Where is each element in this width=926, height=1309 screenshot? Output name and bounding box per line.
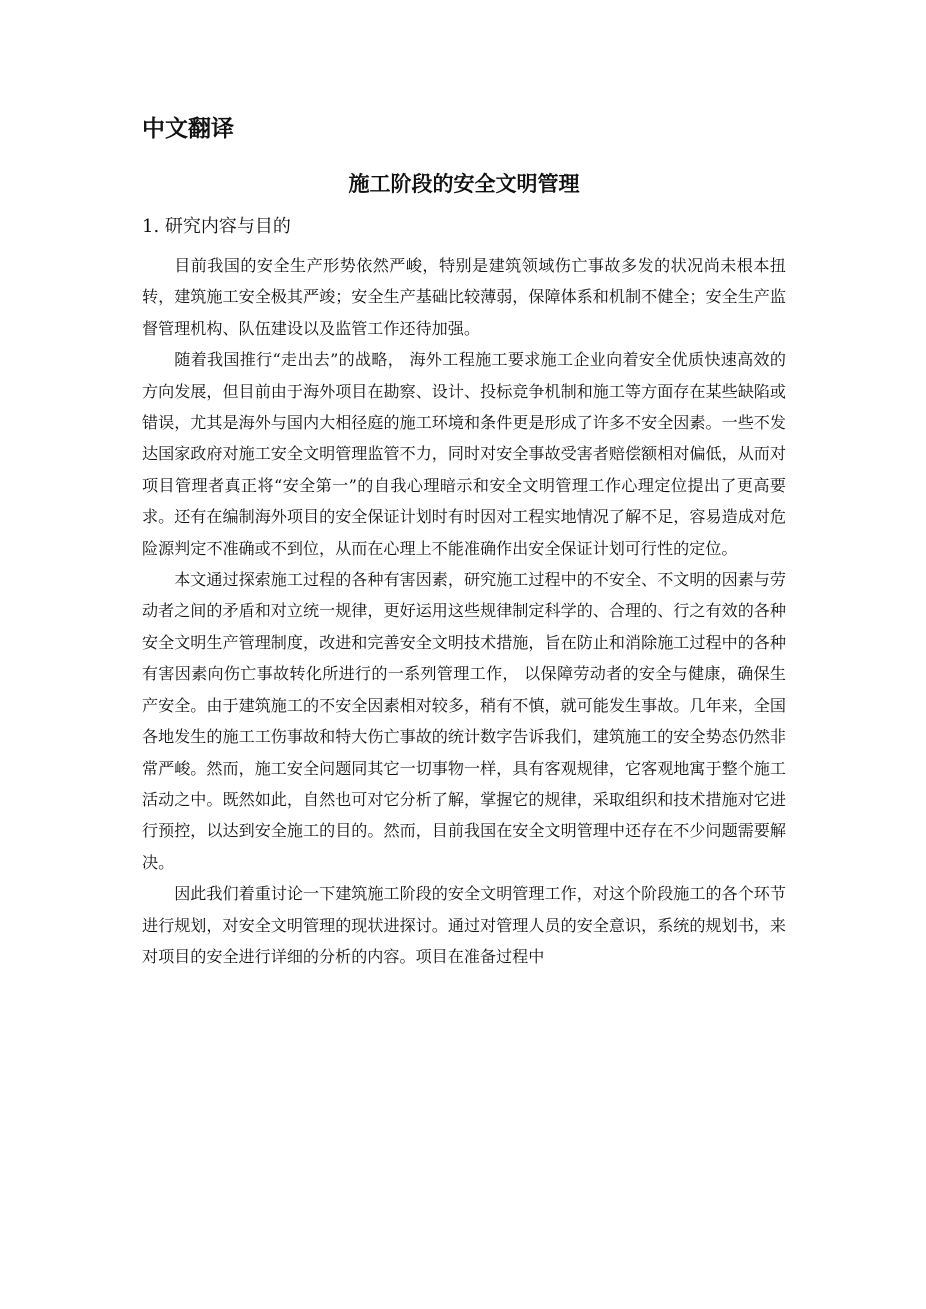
paragraph: 随着我国推行“走出去”的战略， 海外工程施工要求施工企业向着安全优质快速高效的方向发展，但目前由于海外项目在勘察、设计、投标竞争机制和施工等方面存在某些缺陷或错误，尤其是海外与国内大相径庭的施工环境和条件更是形成了许多不安全因素。一些不发达国家政府对施工安全文明管理监管不力，同时对安全事故受害者赔偿额相对偏低，从而对项目管理者真正将“安全第一”的自我心理暗示和安全文明管理工作心理定位提出了更高要求。还有在编制海外项目的安全保证计划时有时因对工程实地情况了解不足，容易造成对危险源判定不准确或不到位，从而在心理上不能准确作出安全保证计划可行性的定位。 (142, 350, 786, 558)
paragraph: 目前我国的安全生产形势依然严峻，特别是建筑领域伤亡事故多发的状况尚未根本扭转，建筑施工安全极其严竣；安全生产基础比较薄弱，保障体系和机制不健全；安全生产监督管理机构、队伍建设以及监管工作还待加强。 (142, 256, 786, 338)
paragraph: 本文通过探索施工过程的各种有害因素，研究施工过程中的不安全、不文明的因素与劳动者之间的矛盾和对立统一规律，更好运用这些规律制定科学的、合理的、行之有效的各种安全文明生产管理制度，改进和完善安全文明技术措施，旨在防止和消除施工过程中的各种有害因素向伤亡事故转化所进行的一系列管理工作， 以保障劳动者的安全与健康，确保生产安全。由于建筑施工的不安全因素相对较多，稍有不慎，就可能发生事故。几年来，全国各地发生的施工工伤事故和特大伤亡事故的统计数字告诉我们，建筑施工的安全势态仍然非常严峻。然而，施工安全问题同其它一切事物一样，具有客观规律，它客观地寓于整个施工活动之中。既然如此，自然也可对它分析了解，掌握它的规律，采取组织和技术措施对它进行预控，以达到安全施工的目的。然而，目前我国在安全文明管理中还存在不少问题需要解决。 (142, 570, 786, 872)
section-heading: 1. 研究内容与目的 (142, 216, 291, 237)
body-text (142, 250, 786, 972)
document-page (142, 112, 786, 972)
document-title: 施工阶段的安全文明管理 (348, 172, 580, 196)
paragraph: 因此我们着重讨论一下建筑施工阶段的安全文明管理工作，对这个阶段施工的各个环节进行规划，对安全文明管理的现状进探讨。通过对管理人员的安全意识，系统的规划书，来对项目的安全进行详细的分析的内容。项目在准备过程中 (142, 884, 786, 966)
document-label: 中文翻译 (142, 116, 234, 142)
